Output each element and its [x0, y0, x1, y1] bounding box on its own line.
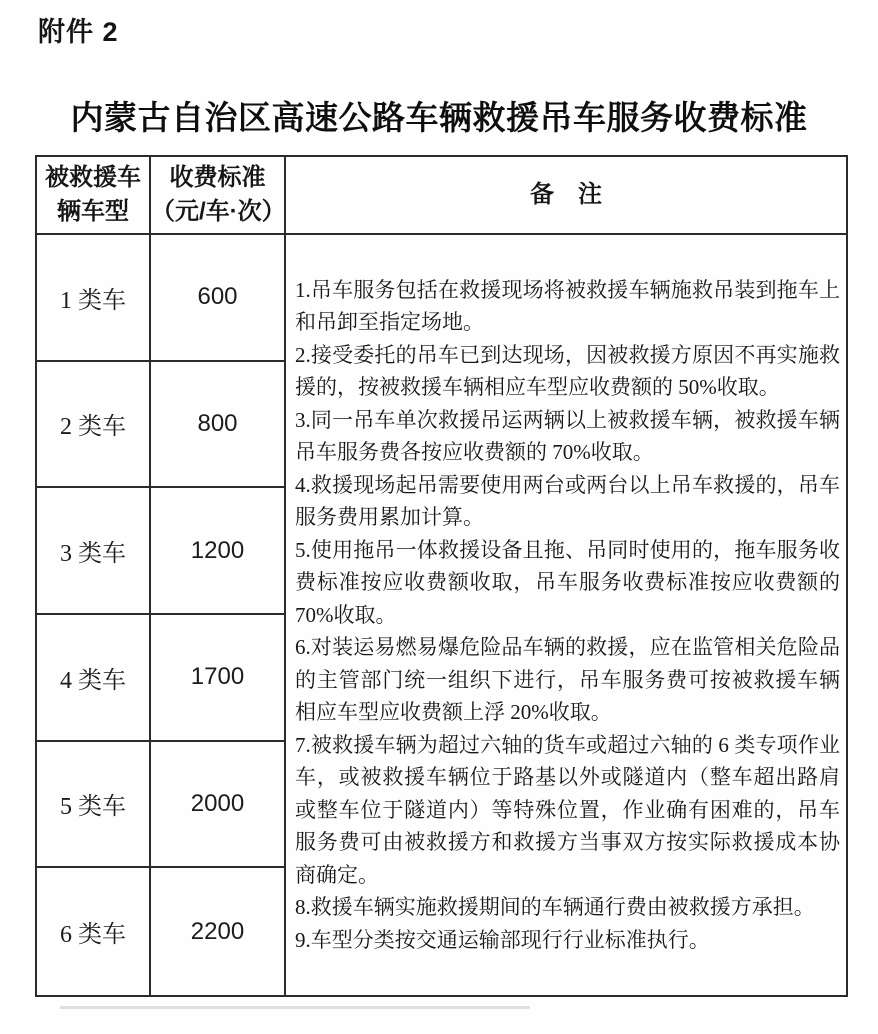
table-row-3-fee: 1200 [151, 488, 286, 615]
table-row-2-fee: 800 [151, 362, 286, 489]
remark-note-8: 8.救援车辆实施救援期间的车辆通行费由被救援方承担。 [295, 895, 815, 920]
table-row-3-type: 3 类车 [37, 488, 151, 615]
table-row-1-type: 1 类车 [37, 235, 151, 362]
remark-note-9: 9.车型分类按交通运输部现行行业标准执行。 [295, 927, 710, 952]
table-row-2-type: 2 类车 [37, 362, 151, 489]
fee-table [35, 155, 848, 997]
table-row-5-fee: 2000 [151, 742, 286, 869]
table-row-6-type: 6 类车 [37, 868, 151, 995]
header-remarks [286, 157, 846, 235]
remark-note-5: 5.使用拖吊一体救援设备且拖、吊同时使用的，拖车服务收费标准按应收费额收取，吊车服务收费标准按应收费额的 70%收取。 [295, 537, 840, 627]
header-fee-line1: 收费标准 [169, 164, 266, 191]
attachment-label: 附件 2 [38, 17, 119, 47]
page-title: 内蒙古自治区高速公路车辆救援吊车服务收费标准 [70, 101, 808, 137]
header-fee-standard [151, 157, 286, 235]
table-row-4-fee: 1700 [151, 615, 286, 742]
scan-artifact [60, 1006, 530, 1009]
remark-note-2: 2.接受委托的吊车已到达现场，因被救援方原因不再实施救援的，按被救援车辆相应车型应收费额的 50%收取。 [295, 342, 840, 400]
remark-note-1: 1.吊车服务包括在救援现场将被救援车辆施救吊装到拖车上和吊卸至指定场地。 [295, 277, 840, 335]
remark-note-3: 3.同一吊车单次救援吊运两辆以上被救援车辆，被救援车辆吊车服务费各按应收费额的 70%收取。 [295, 407, 840, 465]
table-row-1-fee: 600 [151, 235, 286, 362]
header-vehicle-type-line2: 辆车型 [57, 198, 129, 225]
remark-note-7: 7.被救援车辆为超过六轴的货车或超过六轴的 6 类专项作业车，或被救援车辆位于路基以外或隧道内（整车超出路肩或整车位于隧道内）等特殊位置，作业确有困难的，吊车服务费可由被救援方和救援方当事双方按实际救援成本协商确定。 [295, 732, 840, 887]
remarks-cell [286, 235, 846, 995]
table-row-5-type: 5 类车 [37, 742, 151, 869]
remark-note-4: 4.救援现场起吊需要使用两台或两台以上吊车救援的，吊车服务费用累加计算。 [295, 472, 840, 530]
table-row-6-fee: 2200 [151, 868, 286, 995]
header-vehicle-type [37, 157, 151, 235]
remark-note-6: 6.对装运易燃易爆危险品车辆的救援，应在监管相关危险品的主管部门统一组织下进行，吊车服务费可按被救援车辆相应车型应收费额上浮 20%收取。 [295, 635, 840, 725]
table-row-4-type: 4 类车 [37, 615, 151, 742]
header-remarks-label: 备 注 [530, 181, 602, 208]
header-vehicle-type-line1: 被救援车 [45, 164, 141, 191]
header-fee-line2: （元/车·次） [151, 198, 286, 225]
